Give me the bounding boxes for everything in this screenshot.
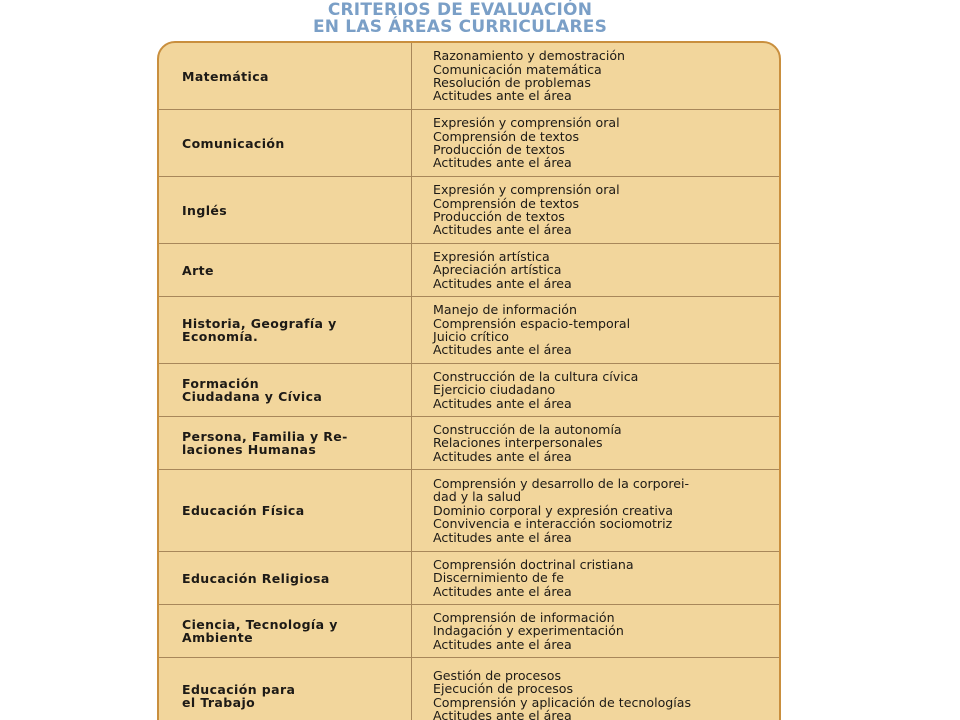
- table-row: [159, 417, 779, 470]
- area-label-line: Educación para: [182, 681, 296, 697]
- table-row: [159, 297, 779, 364]
- criteria-list: [433, 605, 775, 657]
- area-label-line: Ciencia, Tecnología y: [182, 617, 338, 632]
- criterion-item: Construcción de la cultura cívica: [433, 368, 639, 384]
- criterion-item: Comprensión de información: [433, 609, 615, 625]
- area-name: [169, 605, 399, 657]
- table-row: [159, 552, 779, 605]
- area-name: [169, 244, 399, 296]
- criteria-list: [433, 177, 775, 243]
- criterion-item: Comprensión de textos: [433, 195, 580, 211]
- criterion-item: Juicio crítico: [433, 329, 509, 344]
- criterion-item: Construcción de la autonomía: [433, 421, 622, 437]
- area-label-line: el Trabajo: [182, 694, 256, 710]
- criterion-item: dad y la salud: [433, 489, 522, 505]
- criterion-item: Resolución de problemas: [433, 75, 591, 90]
- area-label-line: Comunicación: [182, 135, 285, 151]
- criteria-table: [157, 41, 781, 720]
- area-label: [169, 572, 330, 585]
- criteria-list: [433, 297, 775, 363]
- criterion-item: Indagación y experimentación: [433, 623, 624, 639]
- column-divider: [411, 470, 412, 551]
- criterion-item: Ejecución de procesos: [433, 681, 574, 697]
- area-name: [169, 297, 399, 363]
- area-label-line: laciones Humanas: [182, 442, 317, 457]
- criterion-item: Expresión y comprensión oral: [433, 115, 620, 131]
- area-label-line: Ambiente: [182, 630, 253, 645]
- criteria-list: [433, 244, 775, 296]
- area-label: [169, 137, 285, 150]
- criterion-item: Comunicación matemática: [433, 61, 602, 77]
- table-row: [159, 244, 779, 297]
- criteria-list: [433, 43, 775, 109]
- area-label: [169, 377, 322, 403]
- column-divider: [411, 244, 412, 296]
- criterion-item: Actitudes ante el área: [433, 275, 572, 291]
- table-row: [159, 43, 779, 110]
- area-label: [169, 618, 338, 644]
- area-label-line: Educación Física: [182, 503, 305, 518]
- criterion-item: Razonamiento y demostración: [433, 48, 626, 64]
- column-divider: [411, 552, 412, 604]
- criterion-item: Apreciación artística: [433, 262, 562, 278]
- table-row: [159, 177, 779, 244]
- criterion-item: Comprensión espacio-temporal: [433, 315, 631, 331]
- criterion-item: Comprensión y desarrollo de la corporei-: [433, 475, 690, 491]
- table-row: [159, 658, 779, 720]
- criterion-item: Relaciones interpersonales: [433, 435, 603, 451]
- criterion-item: Actitudes ante el área: [433, 88, 572, 104]
- area-label-line: Matemática: [182, 68, 269, 84]
- criterion-item: Producción de textos: [433, 142, 565, 157]
- area-name: [169, 177, 399, 243]
- area-label: [169, 504, 305, 517]
- column-divider: [411, 364, 412, 416]
- criterion-item: Actitudes ante el área: [433, 707, 572, 720]
- area-label-line: Inglés: [182, 202, 228, 218]
- criterion-item: Dominio corporal y expresión creativa: [433, 502, 673, 518]
- criteria-list: [433, 470, 775, 551]
- criterion-item: Actitudes ante el área: [433, 155, 572, 171]
- table-row: [159, 605, 779, 658]
- page-title: [200, 2, 720, 36]
- criterion-item: Discernimiento de fe: [433, 570, 564, 586]
- title-line-2: EN LAS ÁREAS CURRICULARES: [312, 17, 608, 37]
- table-row: [159, 470, 779, 552]
- area-label: [169, 204, 227, 217]
- criterion-item: Ejercicio ciudadano: [433, 382, 556, 398]
- area-label-line: Arte: [182, 262, 214, 278]
- criterion-item: Actitudes ante el área: [433, 395, 572, 411]
- criterion-item: Actitudes ante el área: [433, 529, 572, 545]
- area-name: [169, 470, 399, 551]
- column-divider: [411, 605, 412, 657]
- criteria-list: [433, 417, 775, 469]
- criterion-item: Convivencia e interacción sociomotriz: [433, 516, 673, 532]
- column-divider: [411, 658, 412, 720]
- criterion-item: Comprensión de textos: [433, 128, 580, 144]
- criterion-item: Gestión de procesos: [433, 667, 562, 683]
- criterion-item: Expresión y comprensión oral: [433, 182, 620, 198]
- column-divider: [411, 110, 412, 176]
- criteria-list: [433, 110, 775, 176]
- area-name: [169, 364, 399, 416]
- area-name: [169, 658, 399, 720]
- area-name: [169, 43, 399, 109]
- criterion-item: Expresión artística: [433, 248, 550, 264]
- area-label: [169, 70, 269, 83]
- area-label-line: Historia, Geografía y: [182, 316, 337, 331]
- criterion-item: Comprensión y aplicación de tecnologías: [433, 694, 692, 710]
- table-row: [159, 364, 779, 417]
- area-name: [169, 552, 399, 604]
- criterion-item: Comprensión doctrinal cristiana: [433, 556, 634, 572]
- criterion-item: Actitudes ante el área: [433, 636, 572, 652]
- criterion-item: Actitudes ante el área: [433, 448, 572, 464]
- criterion-item: Manejo de información: [433, 302, 577, 318]
- area-label: [169, 317, 337, 343]
- criterion-item: Producción de textos: [433, 209, 565, 224]
- criterion-item: Actitudes ante el área: [433, 222, 572, 238]
- area-label: [169, 264, 214, 277]
- table-row: [159, 110, 779, 177]
- criterion-item: Actitudes ante el área: [433, 583, 572, 599]
- area-name: [169, 110, 399, 176]
- area-label-line: Persona, Familia y Re-: [182, 429, 348, 444]
- column-divider: [411, 43, 412, 109]
- criteria-list: [433, 364, 775, 416]
- area-label-line: Formación: [182, 376, 260, 391]
- title-line-1: CRITERIOS DE EVALUACIÓN: [327, 0, 593, 20]
- criteria-list: [433, 658, 775, 720]
- column-divider: [411, 417, 412, 469]
- area-label-line: Ciudadana y Cívica: [182, 389, 323, 404]
- area-label-line: Educación Religiosa: [182, 570, 330, 586]
- column-divider: [411, 297, 412, 363]
- area-label: [169, 430, 348, 456]
- area-name: [169, 417, 399, 469]
- criteria-list: [433, 552, 775, 604]
- criterion-item: Actitudes ante el área: [433, 342, 572, 358]
- area-label-line: Economía.: [182, 329, 259, 344]
- column-divider: [411, 177, 412, 243]
- area-label: [169, 683, 295, 709]
